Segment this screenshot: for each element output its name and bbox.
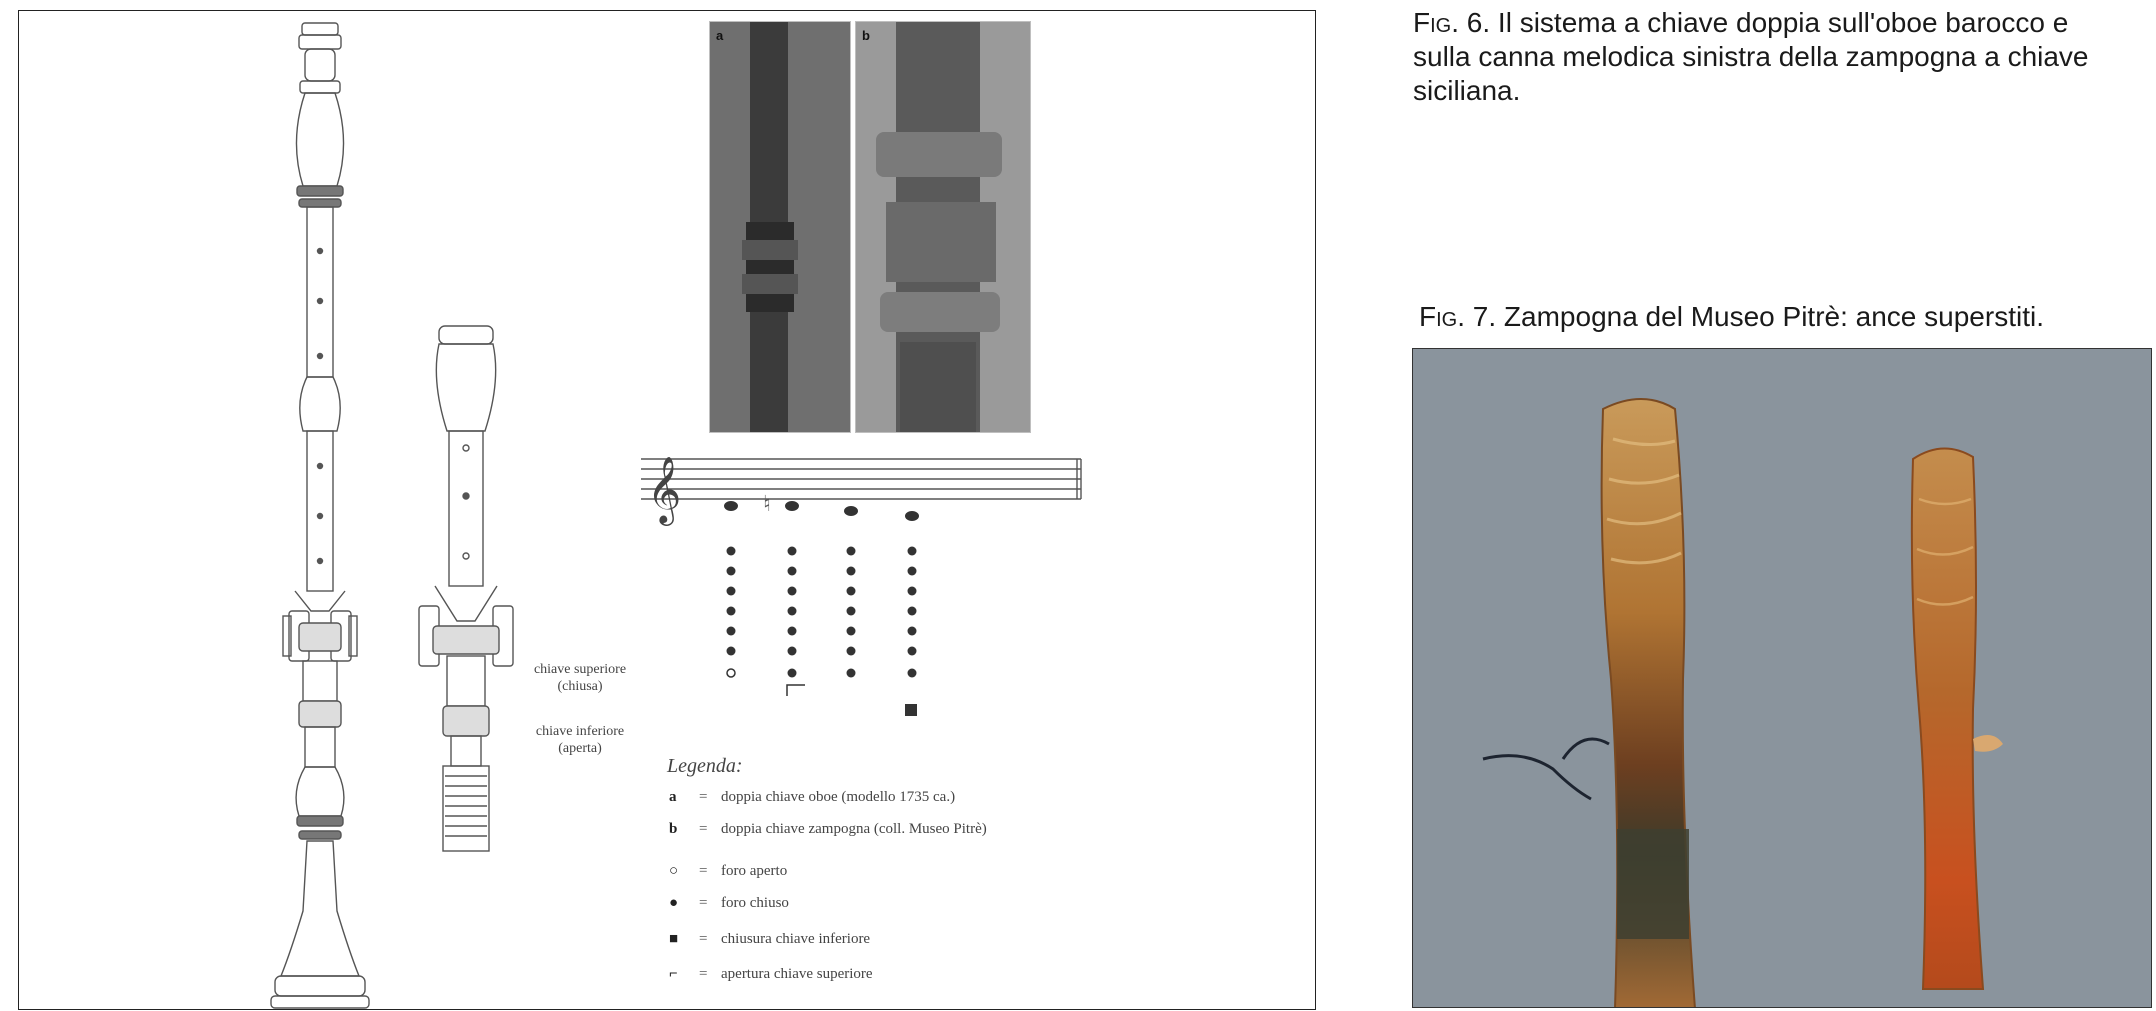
figure-7-caption: [1419, 300, 2044, 334]
lower-key-label: chiave inferiore (aperta): [535, 724, 625, 756]
figure-7-tag: Fig. 7.: [1419, 301, 1497, 332]
small-reed: [1912, 448, 2003, 989]
upper-key-label: chiave superiore (chiusa): [533, 662, 627, 694]
fingering-chart: [727, 547, 918, 717]
music-staff: [641, 459, 1081, 499]
legend-row: ○ = foro aperto: [669, 863, 788, 879]
legend-row: ● = foro chiuso: [669, 895, 789, 911]
photo-b-tag: b: [862, 28, 870, 43]
large-reed: [1483, 399, 1695, 1008]
legend-row: ⌐ = apertura chiave superiore: [669, 966, 873, 982]
figure-6-caption: [1413, 6, 2133, 108]
oboe-diagram: [19, 11, 1317, 1011]
legend-title: Legenda:: [667, 755, 743, 777]
chanter-drawing: [419, 326, 513, 851]
photo-oboe-keys: [709, 21, 851, 433]
legend-row: ■ = chiusura chiave inferiore: [669, 931, 871, 947]
figure-7-caption-text: Zampogna del Museo Pitrè: ance superstiti.: [1496, 301, 2044, 332]
figure-6: [18, 10, 1316, 1010]
oboe-drawing: [271, 23, 369, 1008]
svg-text:♮: ♮: [763, 492, 771, 517]
staff-notes: [724, 492, 919, 521]
legend-row: a = doppia chiave oboe (modello 1735 ca.): [669, 789, 956, 805]
figure-6-tag: Fig. 6.: [1413, 7, 1491, 38]
photo-zampogna-keys: [855, 21, 1031, 433]
treble-clef-icon: 𝄞: [647, 455, 682, 523]
reeds-photo: [1413, 349, 2152, 1008]
figure-6-caption-text: Il sistema a chiave doppia sull'oboe barocco e sulla canna melodica sinistra della zampogna a chiave siciliana.: [1413, 7, 2089, 106]
legend-row: b = doppia chiave zampogna (coll. Museo Pitrè): [669, 821, 987, 837]
photo-a-tag: a: [716, 28, 724, 43]
figure-7-photo: [1412, 348, 2152, 1008]
